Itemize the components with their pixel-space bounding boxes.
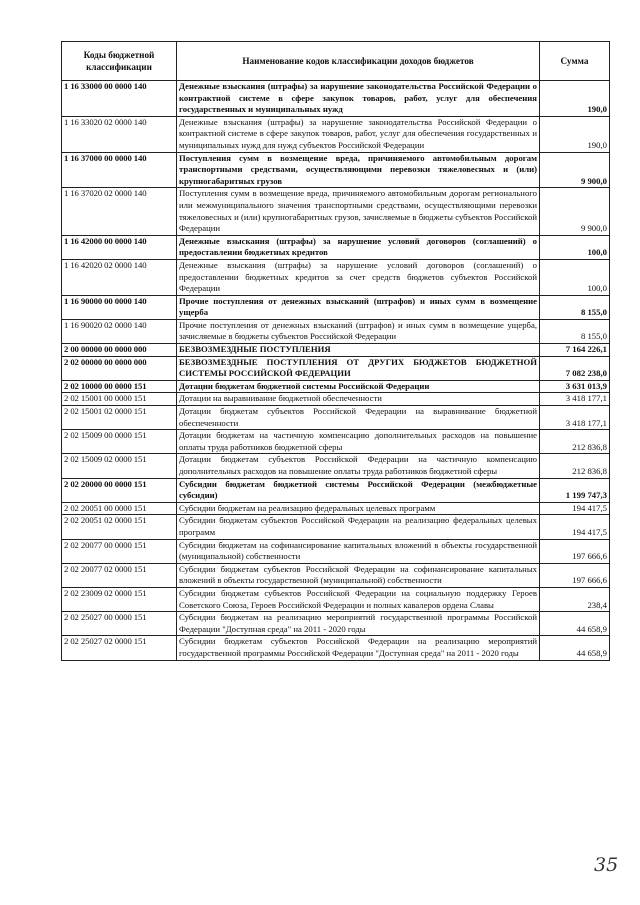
- table-row: [62, 295, 610, 319]
- amount-cell: 190,0: [540, 81, 610, 117]
- name-cell: Дотации бюджетам субъектов Российской Федерации на выравнивание бюджетной обеспеченности: [177, 406, 540, 430]
- amount-cell: 44 658,9: [540, 636, 610, 660]
- code-cell: 2 02 20000 00 0000 151: [62, 478, 177, 502]
- column-header-name: Наименование кодов классификации доходов бюджетов: [177, 42, 540, 81]
- name-cell: Субсидии бюджетам субъектов Российской Федерации на социальную поддержку Героев Советского Союза, Героев Российской Федерации и полных кавалеров ордена Славы: [177, 587, 540, 611]
- amount-cell: 7 082 238,0: [540, 356, 610, 380]
- table-row: [62, 636, 610, 660]
- code-cell: 2 02 00000 00 0000 000: [62, 356, 177, 380]
- name-cell: Субсидии бюджетам на реализацию мероприятий государственной программы Российской Федерации "Доступная среда" на 2011 - 2020 годы: [177, 612, 540, 636]
- amount-cell: 100,0: [540, 259, 610, 295]
- name-cell: Субсидии бюджетам бюджетной системы Российской Федерации (межбюджетные субсидии): [177, 478, 540, 502]
- code-cell: 1 16 37020 02 0000 140: [62, 188, 177, 235]
- amount-cell: 212 836,8: [540, 454, 610, 478]
- table-row: [62, 319, 610, 343]
- code-cell: 2 02 25027 00 0000 151: [62, 612, 177, 636]
- table-row: [62, 344, 610, 357]
- amount-cell: 44 658,9: [540, 612, 610, 636]
- code-cell: 2 02 15001 02 0000 151: [62, 406, 177, 430]
- table-row: [62, 81, 610, 117]
- table-row: [62, 430, 610, 454]
- name-cell: БЕЗВОЗМЕЗДНЫЕ ПОСТУПЛЕНИЯ: [177, 344, 540, 357]
- table-row: [62, 587, 610, 611]
- name-cell: Дотации бюджетам бюджетной системы Российской Федерации: [177, 380, 540, 393]
- table-row: [62, 116, 610, 152]
- revenue-classification-table: [61, 41, 610, 661]
- column-header-code: Коды бюджетной классификации: [62, 42, 177, 81]
- name-cell: Субсидии бюджетам на софинансирование капитальных вложений в объекты государственной (муниципальной) собственности: [177, 539, 540, 563]
- code-cell: 2 02 20077 02 0000 151: [62, 563, 177, 587]
- table-row: [62, 539, 610, 563]
- table-row: [62, 515, 610, 539]
- amount-cell: 197 666,6: [540, 539, 610, 563]
- amount-cell: 212 836,8: [540, 430, 610, 454]
- name-cell: Дотации бюджетам субъектов Российской Федерации на частичную компенсацию дополнительных расходов на повышение оплаты труда работников бюджетной сферы: [177, 454, 540, 478]
- code-cell: 1 16 90000 00 0000 140: [62, 295, 177, 319]
- amount-cell: 3 631 013,9: [540, 380, 610, 393]
- name-cell: Дотации бюджетам на частичную компенсацию дополнительных расходов на повышение оплаты труда работников бюджетной сферы: [177, 430, 540, 454]
- table-row: [62, 380, 610, 393]
- amount-cell: 238,4: [540, 587, 610, 611]
- amount-cell: 8 155,0: [540, 319, 610, 343]
- page-number: 35: [594, 854, 619, 876]
- column-header-amount: Сумма: [540, 42, 610, 81]
- code-cell: 2 02 15009 00 0000 151: [62, 430, 177, 454]
- name-cell: Субсидии бюджетам субъектов Российской Федерации на реализацию мероприятий государственной программы Российской Федерации "Доступная среда" на 2011 - 2020 годы: [177, 636, 540, 660]
- name-cell: Прочие поступления от денежных взысканий (штрафов) и иных сумм в возмещение ущерба: [177, 295, 540, 319]
- name-cell: Денежные взыскания (штрафы) за нарушение законодательства Российской Федерации о контрактной системе в сфере закупок товаров, работ, услуг для обеспечения государственных и муниципальных нужд для нужд субъектов Российской Федерации: [177, 116, 540, 152]
- name-cell: Субсидии бюджетам субъектов Российской Федерации на реализацию федеральных целевых программ: [177, 515, 540, 539]
- table-row: [62, 259, 610, 295]
- amount-cell: 194 417,5: [540, 502, 610, 515]
- table-row: [62, 478, 610, 502]
- amount-cell: 9 900,0: [540, 188, 610, 235]
- amount-cell: 1 199 747,3: [540, 478, 610, 502]
- code-cell: 2 02 10000 00 0000 151: [62, 380, 177, 393]
- table-row: [62, 188, 610, 235]
- code-cell: 1 16 90020 02 0000 140: [62, 319, 177, 343]
- amount-cell: 100,0: [540, 235, 610, 259]
- name-cell: Денежные взыскания (штрафы) за нарушение законодательства Российской Федерации о контрактной системе в сфере закупок товаров, работ, услуг для обеспечения государственных и муниципальных нужд: [177, 81, 540, 117]
- code-cell: 1 16 42020 02 0000 140: [62, 259, 177, 295]
- code-cell: 2 02 23009 02 0000 151: [62, 587, 177, 611]
- table-row: [62, 356, 610, 380]
- code-cell: 2 02 20077 00 0000 151: [62, 539, 177, 563]
- name-cell: БЕЗВОЗМЕЗДНЫЕ ПОСТУПЛЕНИЯ ОТ ДРУГИХ БЮДЖЕТОВ БЮДЖЕТНОЙ СИСТЕМЫ РОССИЙСКОЙ ФЕДЕРАЦИИ: [177, 356, 540, 380]
- table-row: [62, 393, 610, 406]
- table-row: [62, 454, 610, 478]
- name-cell: Субсидии бюджетам субъектов Российской Федерации на софинансирование капитальных вложений в объекты государственной (муниципальной) собственности: [177, 563, 540, 587]
- table-row: [62, 235, 610, 259]
- amount-cell: 9 900,0: [540, 152, 610, 188]
- code-cell: 1 16 33000 00 0000 140: [62, 81, 177, 117]
- code-cell: 1 16 37000 00 0000 140: [62, 152, 177, 188]
- name-cell: Денежные взыскания (штрафы) за нарушение условий договоров (соглашений) о предоставлении бюджетных кредитов: [177, 235, 540, 259]
- amount-cell: 197 666,6: [540, 563, 610, 587]
- name-cell: Дотации на выравнивание бюджетной обеспеченности: [177, 393, 540, 406]
- code-cell: 1 16 42000 00 0000 140: [62, 235, 177, 259]
- table-row: [62, 406, 610, 430]
- amount-cell: 194 417,5: [540, 515, 610, 539]
- table-row: [62, 563, 610, 587]
- code-cell: 1 16 33020 02 0000 140: [62, 116, 177, 152]
- code-cell: 2 02 25027 02 0000 151: [62, 636, 177, 660]
- table-row: [62, 502, 610, 515]
- amount-cell: 8 155,0: [540, 295, 610, 319]
- name-cell: Прочие поступления от денежных взысканий (штрафов) и иных сумм в возмещение ущерба, зачисляемые в бюджеты субъектов Российской Федерации: [177, 319, 540, 343]
- amount-cell: 190,0: [540, 116, 610, 152]
- name-cell: Денежные взыскания (штрафы) за нарушение условий договоров (соглашений) о предоставлении бюджетных кредитов за счет средств бюджетов субъектов Российской Федерации: [177, 259, 540, 295]
- amount-cell: 3 418 177,1: [540, 393, 610, 406]
- name-cell: Поступления сумм в возмещение вреда, причиняемого автомобильным дорогам регионального или межмуниципального значения транспортными средствами, осуществляющими перевозки тяжеловесных и (или) крупногабаритных грузов, зачисляемые в бюджеты субъектов Российской Федерации: [177, 188, 540, 235]
- code-cell: 2 02 20051 02 0000 151: [62, 515, 177, 539]
- table-row: [62, 612, 610, 636]
- code-cell: 2 02 15001 00 0000 151: [62, 393, 177, 406]
- table-header-row: [62, 42, 610, 81]
- name-cell: Субсидии бюджетам на реализацию федеральных целевых программ: [177, 502, 540, 515]
- amount-cell: 7 164 226,1: [540, 344, 610, 357]
- code-cell: 2 00 00000 00 0000 000: [62, 344, 177, 357]
- code-cell: 2 02 15009 02 0000 151: [62, 454, 177, 478]
- code-cell: 2 02 20051 00 0000 151: [62, 502, 177, 515]
- name-cell: Поступления сумм в возмещение вреда, причиняемого автомобильным дорогам транспортными средствами, осуществляющими перевозки тяжеловесных и (или) крупногабаритных грузов: [177, 152, 540, 188]
- amount-cell: 3 418 177,1: [540, 406, 610, 430]
- table-row: [62, 152, 610, 188]
